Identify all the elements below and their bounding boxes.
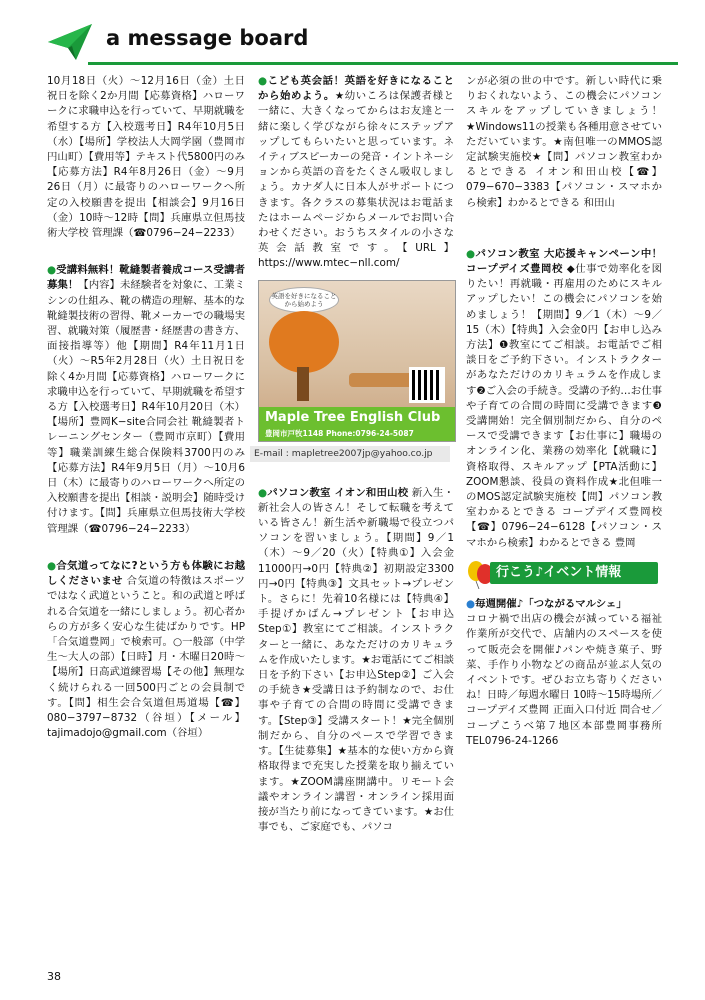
article-pc-class-coop [466, 247, 662, 551]
club-address-phone: 豊岡市戸牧1148 Phone:0796-24-5087 [265, 428, 414, 438]
article-aikido [47, 559, 245, 741]
column-2 [254, 74, 454, 857]
paper-plane-icon [46, 22, 94, 62]
club-name: Maple Tree English Club [265, 409, 441, 425]
article-body: 新入生・新社会人の皆さん！そして転職を考えている皆さん！新生活や新職場で役立つパソコンを習いましょう。【期間】9／1（木）〜9／20（火）【特典①】入会金11000円→0円【特典②】初期設定3300円→0円【特典③】文具セット→プレゼント。さらに！先着10名様には【特典④】手提げかばん→プレゼント【お申込Step①】教室にてご相談。インストラクターと一緒に、あなただけのカリキュラムを作成いたします。★お電話にてご相談日を予約下さい【お申込Step②】ご入会の手続き★受講日は予約制なので、お仕事や子育ての合間の時間に受講できます。【Step③】受講スタート！★完全個別制だから、自分のペースで学習できます。【生徒募集】★基本的な使い方から資格取得まで充実した授業を取り揃えています。★ZOOM講座開講中。リモート会議やオンライン講習・オンライン採用面接が当たり前になってきています。★お仕事でも、ご家庭でも、パソコ [258, 486, 454, 834]
article-job-training-continued [47, 74, 245, 241]
article-shoe-sewing-course [47, 263, 245, 537]
article-title: 受講料無料！靴縫製者養成コース受講者募集！ [47, 264, 245, 292]
speech-bubble: 英語を好きになることから始めよう [269, 287, 339, 313]
article-kids-english [258, 74, 454, 272]
article-body: 【内容】未経験者を対象に、工業ミシンの仕組み、靴の構造の理解、基本的な靴縫製技術の習得、靴メーカーでの職場実習、就職対策（履歴書・経歴書の書き方、面接指導等）他【期間】R4年11月1日（火）〜R5年2月28日（火）土日祝日を除く4か月間【応募資格】ハローワークに求職申込を行っていて、早期就職を希望する方【入校選考日】R4年10月20日（木）【場所】豊岡K−site合同会社 靴縫製者トレーニングセンター（豊岡市京町）【費用等】職業訓練生総合保険料3700円のみ【応募方法】R4年9月5日（月）〜10月6日（木）に最寄りのハローワークへ所定の入校願書を提出【相談・説明会】随時受け付けます。【問】兵庫県立但馬技術大学校 管理課（☎0796−24−2233） [47, 279, 246, 535]
event-info-heading [466, 559, 662, 587]
article-title: 合気道ってなに?という方も体験にお越しくださいませ [47, 559, 245, 588]
header-divider [88, 62, 678, 65]
article-body: 合気道の特徴はスポーツではなく武道ということ。和の武道と呼ばれる合気道を一緒にしましょう。初心者からの方が多く安心な生徒ばかりです。HP「合気道豊岡」で検索可。○一般部（中学生〜大人の部）【日時】月・木曜日20時〜【場所】日高武道練習場【その他】無理なく続けられる一回500円ごとの会員制です。【問】相生会合気道但馬道場【☎】080−3797−8732（谷垣）【メール】tajimadojo@gmail.com（谷垣） [47, 575, 245, 740]
article-body: ンが必須の世の中です。新しい時代に乗りおくれないよう、この機会にパソコンスキルをアップしていきましょう！★Windows11の授業も各種用意させていただいています。★南但唯一のMMOS認定試験実施校★【問】パソコン教室わかるとできる イオン和田山校【☎】079−670−3383【パソコン・スマホから検索】わかるとできる 和田山 [466, 75, 662, 209]
article-body: ★幼いころは保護者様と一緒に、大きくなってからはお友達と一緒に楽しく学びながら徐々にステップアップしてもらいたいと思っています。ネイティブスピーカーの発音・イントネーションから英語の音をたくさん吸収しましょう。カナダ人に日本人がサポートにつきます。各クラスの募集状況はお電話またはホームページからメールでお問い合わせください。おうちスタイルの小さな英会話教室です。【URL】https://www.mtec−nll.com/ [258, 90, 454, 270]
maple-tree-illustration [269, 311, 339, 373]
bullet-icon: ● [258, 75, 268, 87]
article-body: 10月18日（火）〜12月16日（金）土日祝日を除く2か月間【応募資格】ハローワークに求職申込を行っていて、早期就職を希望する方【入校選考日】R4年10月5日（水）【場所】学校法人大岡学園（豊岡市円山町）【費用等】テキスト代5800円のみ【応募方法】R4年8月26日（金）〜9月26日（月）に最寄りのハローワークへ所定の入校願書を提出【相談会】9月16日（金）10時〜12時【問】兵庫県立但馬技術大学校 管理課（☎0796−24−2233） [47, 75, 245, 240]
page-title: a message board [106, 26, 309, 50]
article-pc-class-aeon-continued [466, 74, 662, 211]
article-body: ◆仕事で効率化を図りたい！再就職・再雇用のためにスキルアップしたい！この機会にパソコンを始めましょう！【期間】9／1（木）〜9／15（木）【特典】入会金0円【お申し込み方法】❶教室にてご相談。お電話でご相談日をご予約下さい。インストラクターがあなただけのカリキュラムを作成します❷ご入会の手続き。受講の予約…お仕事や子育ての合間の時間に受講できます❸受講開始！完全個別制だから、自分のペースで受講できます【お仕事に】職場のオンライン化、業務の効率化【就職に】資格取得、スキルアップ【PTA活動に】ZOOM懇談、役員の資料作成★北但唯一のMOS認定試験実施校【問】パソコン教室わかるとできる コープデイズ豊岡校【☎】0796−24−6128【パソコン・スマホから検索】わかるとできる 豊岡 [466, 263, 662, 549]
article-body: コロナ禍で出店の機会が減っている福祉作業所が交代で、店舗内のスペースを使って販売会を開催♪パンや焼き菓子、野菜、手作り小物などの商品が並ぶ人気のイベントです。ぜひお立ち寄りくださいね！日時／毎週水曜日 10時〜15時場所／コープデイズ豊岡 正面入口付近 問合せ／コープこうべ第７地区本部豊岡事務所 TEL0796-24-1266 [466, 613, 662, 747]
bullet-icon: ● [258, 486, 268, 499]
article-title: パソコン教室 イオン和田山校 [267, 486, 409, 499]
article-pc-class-aeon [258, 486, 454, 836]
article-marche [466, 597, 662, 749]
bullet-icon: ● [466, 247, 476, 260]
tree-trunk [297, 367, 309, 401]
page-header [42, 18, 682, 68]
bullet-icon: ● [47, 264, 57, 277]
article-title: 毎週開催♪「つながるマルシェ」 [475, 597, 627, 610]
qr-code-icon [409, 367, 445, 403]
event-info-label: 行こう♪イベント情報 [490, 562, 658, 584]
bullet-icon: ● [466, 597, 476, 610]
page-number: 38 [47, 970, 61, 983]
club-email: E-mail : mapletree2007jp@yahoo.co.jp [250, 446, 450, 462]
column-3 [466, 74, 662, 771]
bullet-icon: ● [47, 559, 57, 572]
english-club-ad-photo [258, 280, 456, 442]
column-1 [47, 74, 245, 763]
article-title: パソコン教室 大応援キャンペーン中！コープデイズ豊岡校 [466, 247, 662, 276]
article-title: こども英会話！英語を好きになることから始めよう。 [258, 75, 454, 103]
ad-banner [259, 407, 455, 441]
